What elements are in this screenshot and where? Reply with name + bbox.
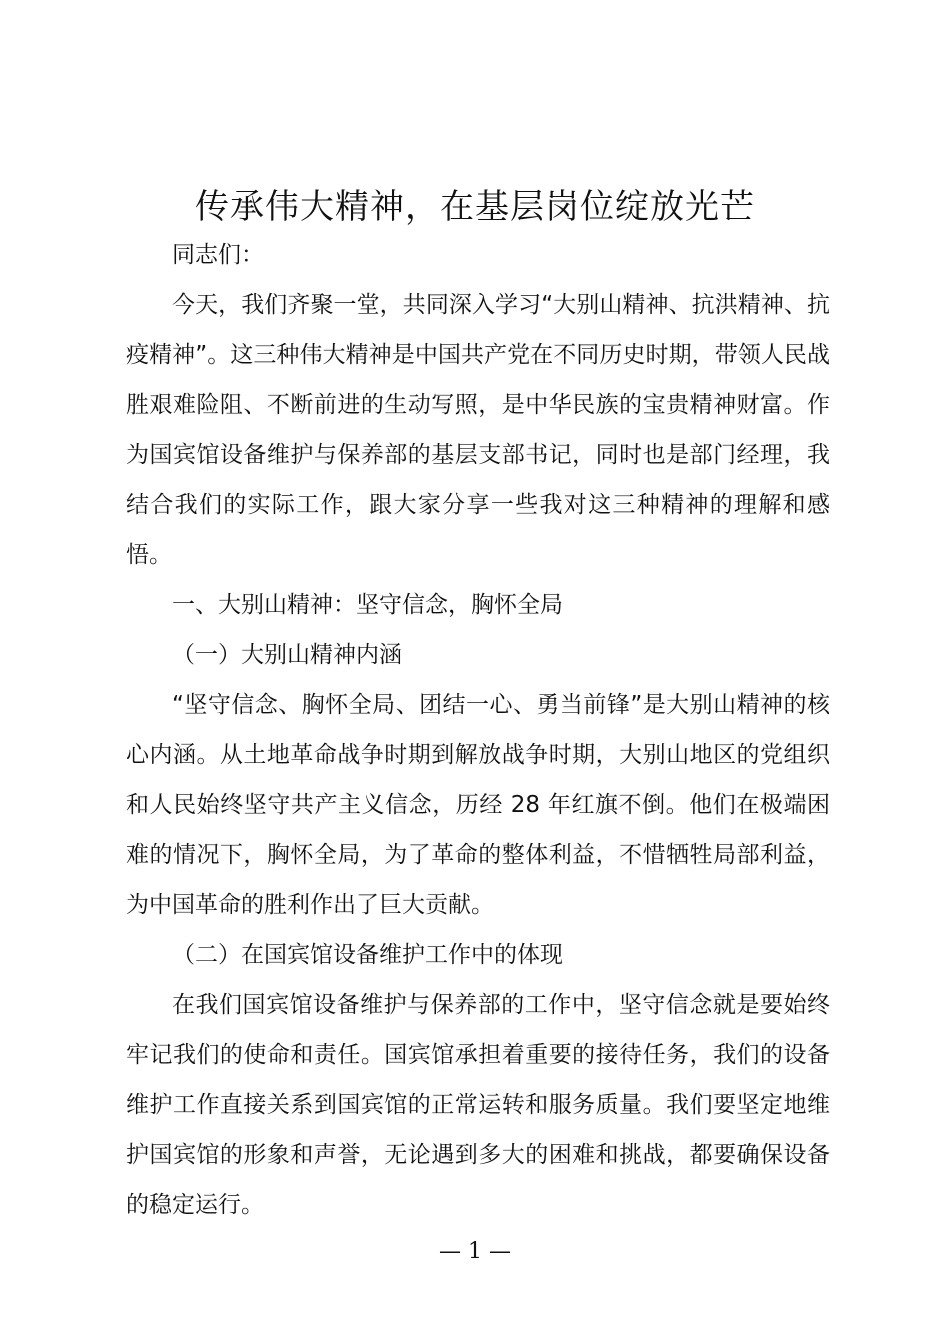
document-body: [126, 230, 830, 1230]
intro-paragraph: 今天，我们齐聚一堂，共同深入学习“大别山精神、抗洪精神、抗疫精神”。这三种伟大精神是中国共产党在不同历史时期，带领人民战胜艰难险阻、不断前进的生动写照，是中华民族的宝贵精神财富。作为国宾馆设备维护与保养部的基层支部书记，同时也是部门经理，我结合我们的实际工作，跟大家分享一些我对这三种精神的理解和感悟。: [126, 292, 830, 568]
body-paragraph-work-practice: 在我们国宾馆设备维护与保养部的工作中，坚守信念就是要始终牢记我们的使命和责任。国宾馆承担着重要的接待任务，我们的设备维护工作直接关系到国宾馆的正常运转和服务质量。我们要坚定地维护国宾馆的形象和声誉，无论遇到多大的困难和挑战，都要确保设备的稳定运行。: [126, 992, 830, 1218]
subsection-heading-1-2: （二）在国宾馆设备维护工作中的体现: [172, 942, 563, 968]
document-title: 传承伟大精神，在基层岗位绽放光芒: [195, 187, 755, 227]
section-heading-1: 一、大别山精神：坚守信念，胸怀全局: [172, 592, 563, 618]
salutation: 同志们：: [172, 242, 264, 268]
subsection-heading-1-1: （一）大别山精神内涵: [172, 642, 402, 668]
body-paragraph-dabieshan-meaning: “坚守信念、胸怀全局、团结一心、勇当前锋”是大别山精神的核心内涵。从土地革命战争时期到解放战争时期，大别山地区的党组织和人民始终坚守共产主义信念，历经 28 年红旗不倒。他们在极端困难的情况下，胸怀全局，为了革命的整体利益，不惜牺牲局部利益，为中国革命的胜利作出了巨大贡献。: [126, 692, 830, 918]
page-number: — 1 —: [439, 1239, 511, 1264]
